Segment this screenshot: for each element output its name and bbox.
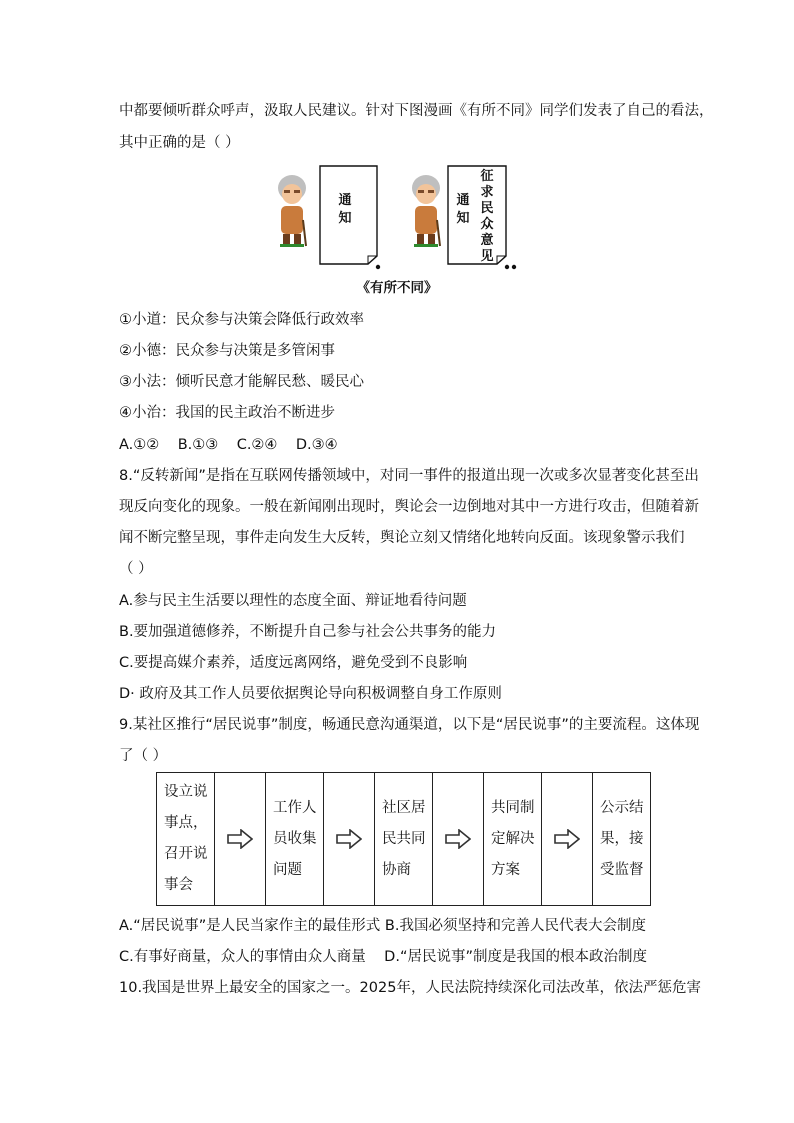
left-paper-char-2: 知 (338, 211, 352, 226)
q10-stem: 10.我国是世界上最安全的国家之一。2025年，人民法院持续深化司法改革，依法严惩危害 (119, 980, 701, 996)
flow-step-2 (266, 773, 324, 906)
flow-step-1-text: 设立说事点，召开说事会 (164, 784, 208, 893)
right-paper-col2-char-2: 求 (480, 185, 494, 200)
right-paper-col2-char-6: 见 (480, 249, 494, 264)
flow-step-5 (593, 773, 651, 906)
left-paper-char-1: 通 (338, 193, 352, 208)
q9-options-row-2: C.有事好商量，众人的事情由众人商量 D.“居民说事”制度是我国的根本政治制度 (119, 949, 647, 965)
q7-options: A.①② B.①③ C.②④ D.③④ (119, 437, 338, 453)
right-paper-col1-char-2: 知 (456, 211, 470, 226)
q7-statement-1: ①小道：民众参与决策会降低行政效率 (119, 312, 364, 328)
right-arrow-icon (336, 829, 362, 849)
q8-option-b: B.要加强道德修养，不断提升自己参与社会公共事务的能力 (119, 624, 497, 640)
flow-arrow-1 (215, 773, 266, 906)
q8-option-a: A.参与民主生活要以理性的态度全面、辩证地看待问题 (119, 593, 467, 609)
right-arrow-icon (227, 829, 253, 849)
flow-step-3-text: 社区居民共同协商 (382, 799, 426, 878)
flow-arrow-3 (433, 773, 484, 906)
flow-arrow-4 (542, 773, 593, 906)
flow-step-4 (484, 773, 542, 906)
intro-line-2: 其中正确的是（ ） (119, 135, 240, 151)
old-man-left-icon (278, 175, 306, 247)
q9-stem-2: 了（ ） (119, 748, 168, 764)
cartoon-illustration (270, 160, 530, 272)
flow-step-4-text: 共同制定解决方案 (491, 799, 535, 878)
intro-line-1: 中都要倾听群众呼声，汲取人民建议。针对下图漫画《有所不同》同学们发表了自己的看法， (119, 103, 714, 119)
flow-step-3 (375, 773, 433, 906)
flow-step-1 (157, 773, 215, 906)
q9-options-row-1: A.“居民说事”是人民当家作主的最佳形式 B.我国必须坚持和完善人民代表大会制度 (119, 918, 646, 934)
cartoon-caption: 《有所不同》 (356, 280, 438, 296)
right-arrow-icon (445, 829, 471, 849)
q7-statement-4: ④小治：我国的民主政治不断进步 (119, 405, 335, 421)
q8-option-d: D· 政府及其工作人员要依据舆论导向积极调整自身工作原则 (119, 686, 502, 702)
right-paper-col2-char-5: 意 (480, 233, 494, 248)
right-paper-col2-char-1: 征 (480, 169, 494, 184)
q8-stem-3: 闻不断完整呈现，事件走向发生大反转，舆论立刻又情绪化地转向反面。该现象警示我们 (119, 530, 685, 546)
q8-stem-1: 8.“反转新闻”是指在互联网传播领域中，对同一事件的报道出现一次或多次显著变化甚至出 (119, 468, 699, 484)
q9-flowchart (156, 772, 651, 906)
q8-option-c: C.要提高媒介素养，适度远离网络，避免受到不良影响 (119, 655, 468, 671)
cartoon-drawing (270, 160, 530, 272)
right-paper-col2-char-4: 众 (480, 217, 494, 232)
q7-statement-3: ③小法：倾听民意才能解民愁、暖民心 (119, 374, 364, 390)
right-arrow-icon (554, 829, 580, 849)
flow-step-2-text: 工作人员收集问题 (273, 799, 317, 878)
q8-stem-2: 现反向变化的现象。一般在新闻刚出现时，舆论会一边倒地对其中一方进行攻击，但随着新 (119, 499, 699, 515)
q9-stem-1: 9.某社区推行“居民说事”制度，畅通民意沟通渠道，以下是“居民说事”的主要流程。这体现 (119, 717, 700, 733)
flow-arrow-2 (324, 773, 375, 906)
old-man-right-icon (412, 175, 440, 247)
right-paper-col1-char-1: 通 (456, 193, 470, 208)
flow-step-5-text: 公示结果，接受监督 (600, 799, 644, 878)
q8-stem-4: （ ） (119, 561, 153, 577)
right-paper-col2-char-3: 民 (480, 201, 494, 216)
q7-statement-2: ②小德：民众参与决策是多管闲事 (119, 343, 335, 359)
